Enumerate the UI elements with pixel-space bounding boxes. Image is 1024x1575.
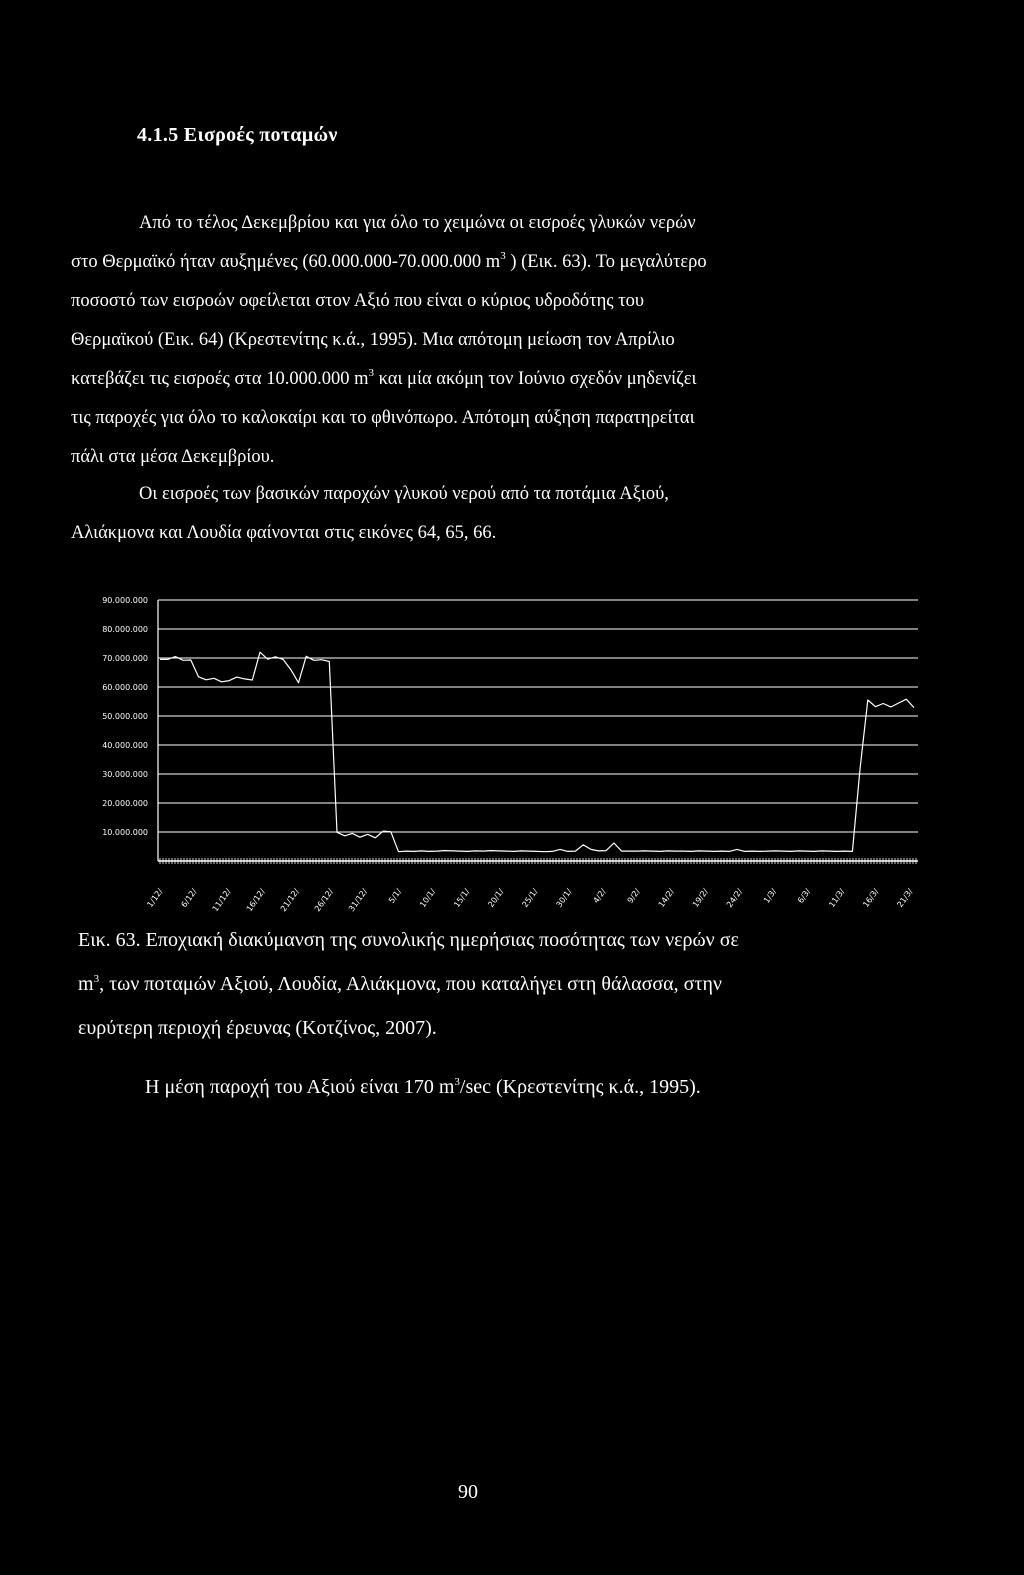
x-tick-label: 9/2/ — [625, 886, 642, 905]
y-tick-label: 80.000.000 — [102, 625, 148, 634]
text-line: κατεβάζει τις εισροές στα 10.000.000 $m^3$ και μία ακόμη τον Ιούνιο σχεδόν μηδενίζει — [71, 367, 697, 389]
section-heading: 4.1.5 Εισροές ποταμών — [137, 124, 338, 146]
x-tick-label: 21/12/ — [278, 886, 302, 913]
x-tick-label: 1/3/ — [761, 886, 779, 905]
text-line: Από το τέλος Δεκεμβρίου και για όλο το χειμώνα οι εισροές γλυκών νερών — [139, 213, 696, 233]
x-tick-label: 15/1/ — [452, 886, 472, 910]
x-tick-label: 6/12/ — [179, 886, 199, 910]
paragraph-rivers — [71, 475, 871, 553]
y-tick-label: 20.000.000 — [102, 799, 148, 808]
x-tick-label: 6/3/ — [796, 886, 813, 905]
x-tick-label: 16/12/ — [244, 886, 267, 913]
paragraph-intro — [71, 204, 871, 477]
x-tick-label: 11/3/ — [827, 886, 847, 910]
x-tick-label: 20/1/ — [486, 886, 506, 910]
x-tick-label: 1/12/ — [145, 886, 165, 910]
x-tick-label: 26/12/ — [312, 886, 336, 913]
caption-line: Εικ. 63. Εποχιακή διακύμανση της συνολικής ημερήσιας ποσότητας των νερών σε — [78, 929, 739, 951]
y-tick-label: 50.000.000 — [102, 712, 148, 721]
page-number: 90 — [458, 1481, 478, 1503]
mean-flow-text: Η μέση παροχή του Αξιού είναι 170 $m^3/\sec$ (Κρεστενίτης κ.ά., 1995). — [145, 1076, 701, 1098]
text-line: πάλι στα μέσα Δεκεμβρίου. — [71, 447, 275, 467]
caption-line: $m^3$, των ποταμών Αξιού, Λουδία, Αλιάκμονα, που καταλήγει στη θάλασσα, στην — [78, 973, 722, 995]
y-tick-label: 60.000.000 — [102, 683, 148, 692]
x-tick-label: 21/3/ — [895, 886, 915, 910]
text-line: στο Θερμαϊκό ήταν αυξημένες (60.000.000-70.000.000 $m^3$ ) (Εικ. 63). Το μεγαλύτερο — [71, 250, 707, 272]
x-tick-label: 25/1/ — [520, 886, 540, 910]
x-tick-label: 14/2/ — [656, 886, 677, 910]
x-tick-label: 24/2/ — [724, 886, 745, 910]
y-tick-label: 70.000.000 — [102, 654, 148, 663]
x-tick-label: 16/3/ — [861, 886, 881, 910]
series-line — [160, 652, 914, 852]
figure-caption — [78, 918, 880, 1050]
text-line: Αλιάκμονα και Λουδία φαίνονται στις εικόνες 64, 65, 66. — [71, 523, 497, 543]
x-tick-label: 11/12/ — [210, 886, 233, 913]
x-tick-label: 10/1/ — [418, 886, 438, 910]
text-line: Θερμαϊκού (Εικ. 64) (Κρεστενίτης κ.ά., 1995). Μια απότομη μείωση τον Απρίλιο — [71, 330, 675, 350]
inflow-chart — [70, 588, 920, 913]
y-tick-label: 10.000.000 — [102, 828, 148, 837]
y-tick-label: 30.000.000 — [102, 770, 148, 779]
y-tick-label: 40.000.000 — [102, 741, 148, 750]
text-line: Οι εισροές των βασικών παροχών γλυκού νερού από τα ποτάμια Αξιού, — [139, 484, 669, 504]
x-tick-label: 4/2/ — [591, 886, 608, 905]
text-line: ποσοστό των εισροών οφείλεται στον Αξιό που είναι ο κύριος υδροδότης του — [71, 291, 645, 311]
y-tick-label: 90.000.000 — [102, 596, 148, 605]
x-tick-label: 19/2/ — [690, 886, 711, 910]
x-tick-label: 30/1/ — [554, 886, 574, 910]
x-tick-label: 31/12/ — [347, 886, 370, 913]
caption-line: ευρύτερη περιοχή έρευνας (Κοτζίνος, 2007). — [78, 1017, 437, 1039]
text-line: τις παροχές για όλο το καλοκαίρι και το φθινόπωρο. Απότομη αύξηση παρατηρείται — [71, 408, 695, 428]
x-tick-label: 5/1/ — [386, 886, 404, 905]
